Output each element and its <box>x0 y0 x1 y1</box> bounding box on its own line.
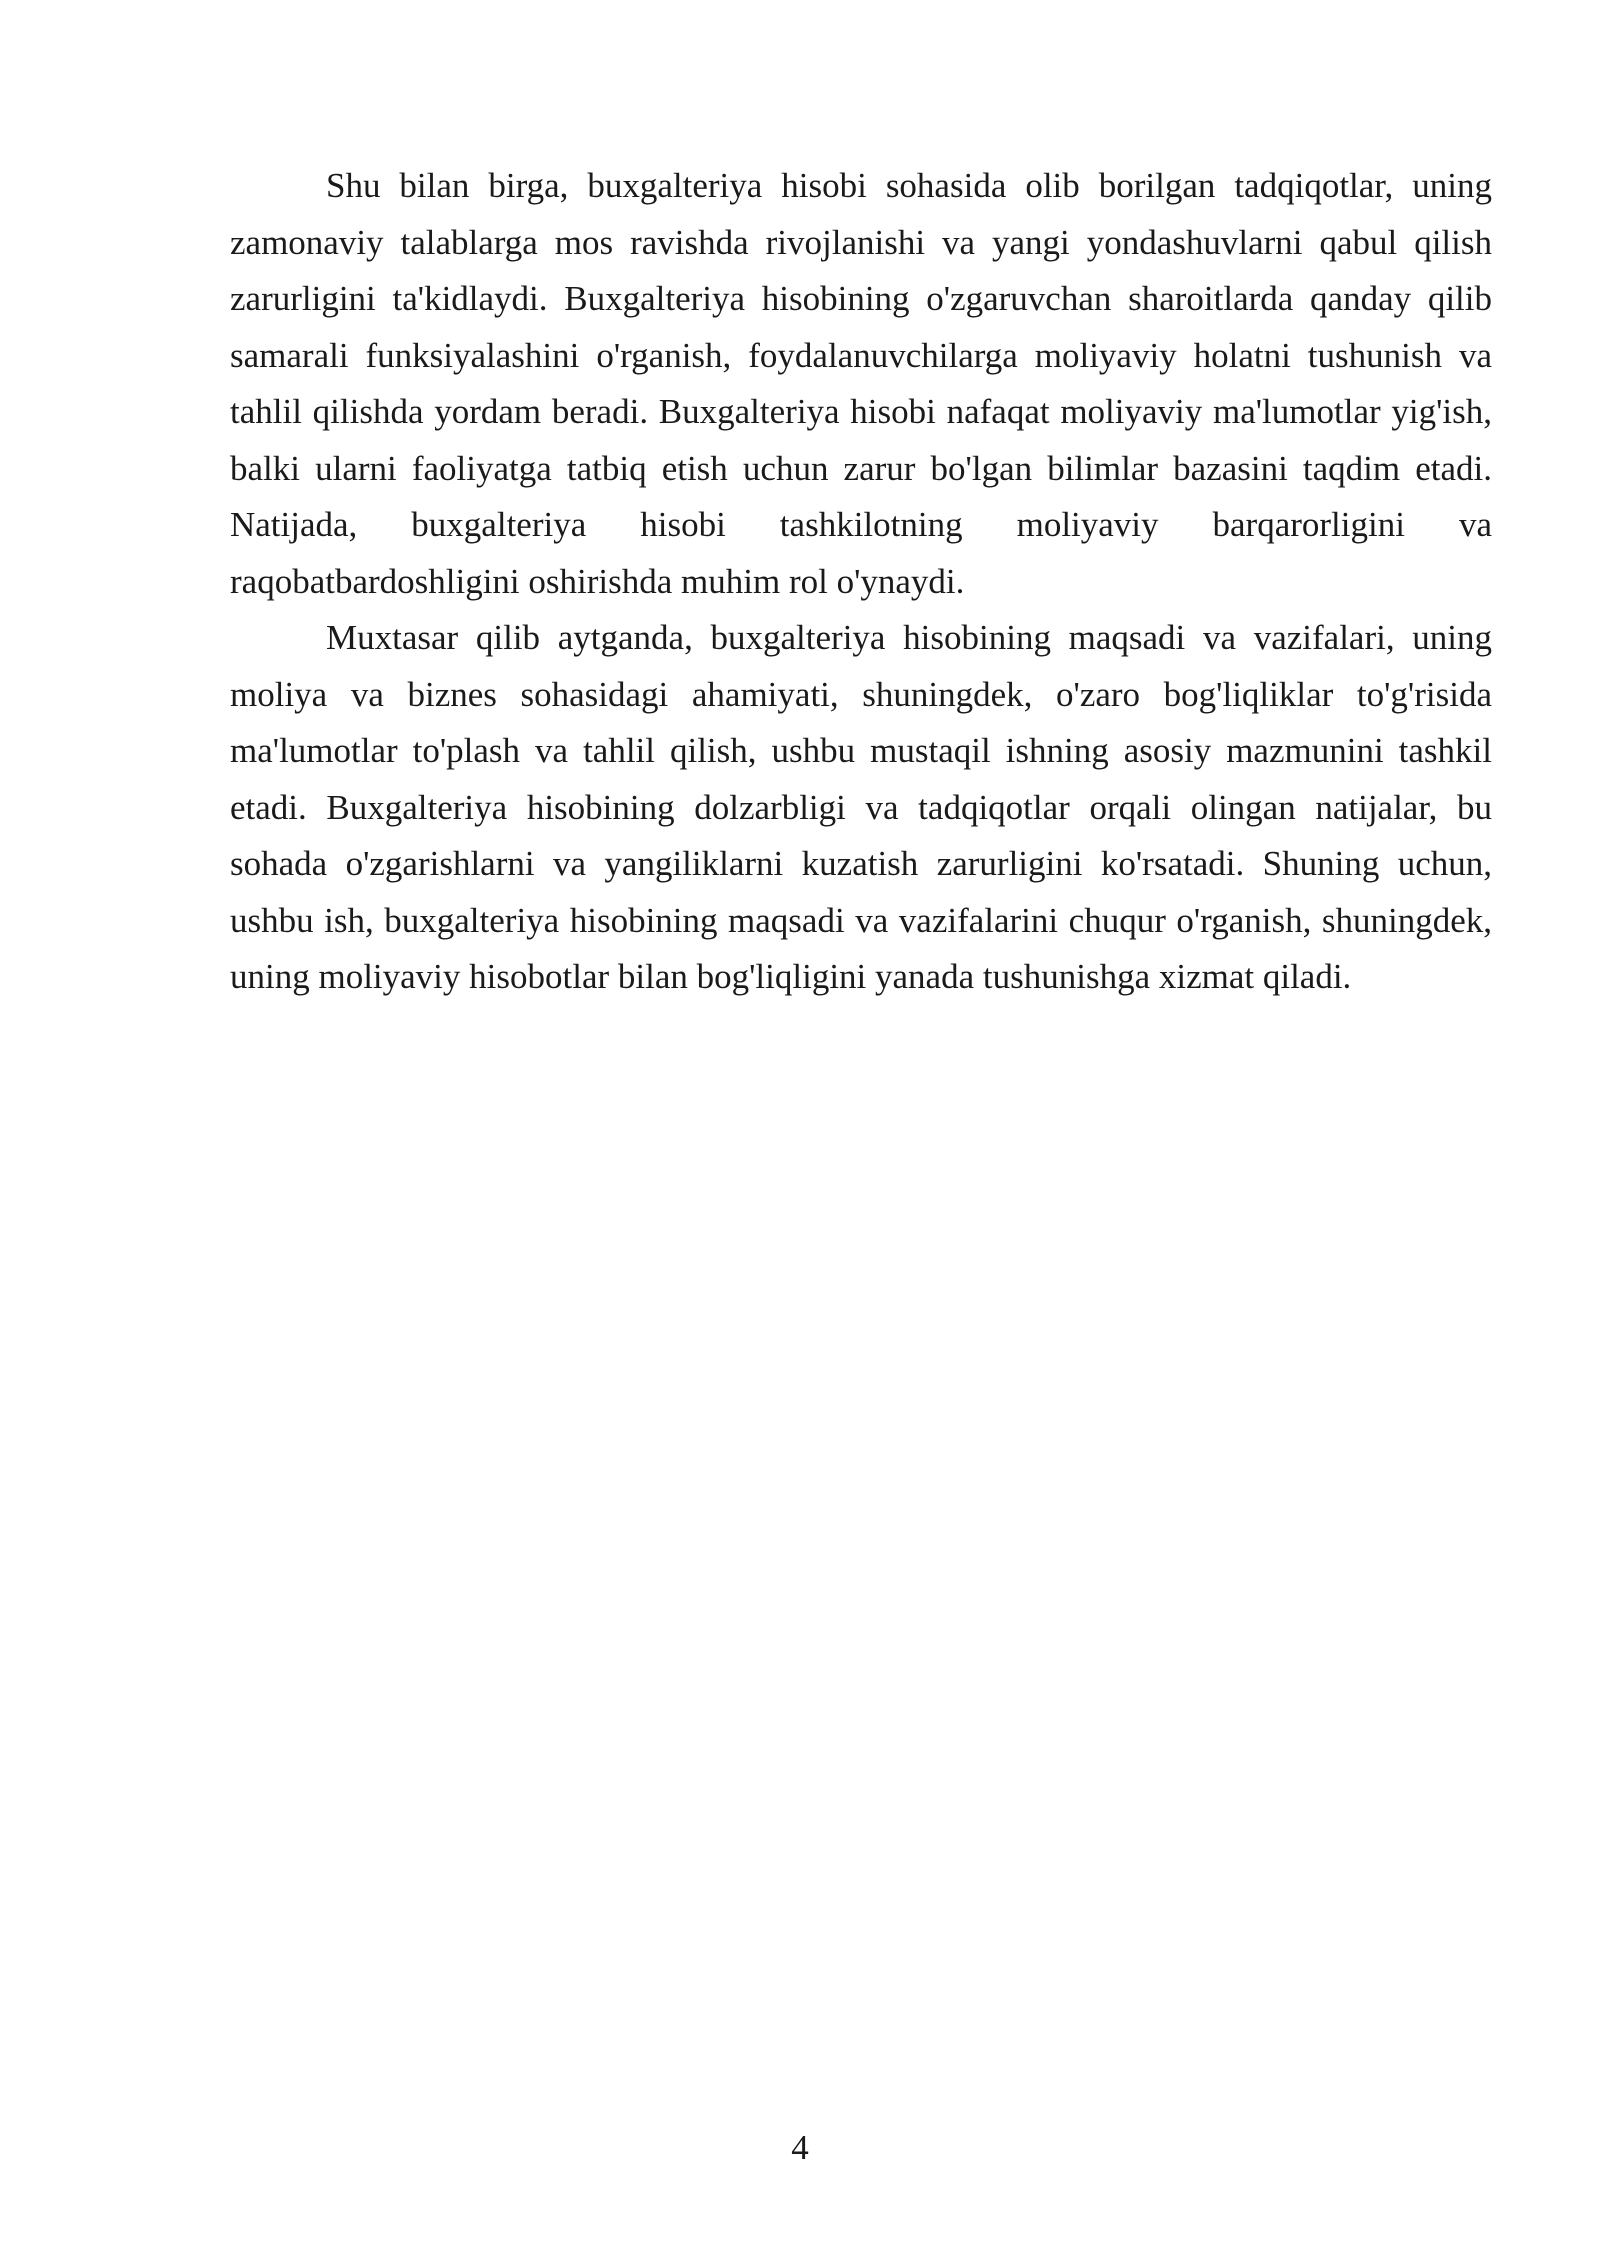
paragraph-1: Shu bilan birga, buxgalteriya hisobi sohasida olib borilgan tadqiqotlar, uning zamonaviy talablarga mos ravishda rivojlanishi va yangi yondashuvlarni qabul qilish zarurligini ta'kidlaydi. Buxgalteriya hisobining o'zgaruvchan sharoitlarda qanday qilib samarali funksiyalashini o'rganish, foydalanuvchilarga moliyaviy holatni tushunish va tahlil qilishda yordam beradi. Buxgalteriya hisobi nafaqat moliyaviy ma'lumotlar yig'ish, balki ularni faoliyatga tatbiq etish uchun zarur bo'lgan bilimlar bazasini taqdim etadi. Natijada, buxgalteriya hisobi tashkilotning moliyaviy barqarorligini va raqobatbardoshligini oshirishda muhim rol o'ynaydi. <box>230 166 1492 601</box>
paragraph-2: Muxtasar qilib aytganda, buxgalteriya hisobining maqsadi va vazifalari, uning moliya va biznes sohasidagi ahamiyati, shuningdek, o'zaro bog'liqliklar to'g'risida ma'lumotlar to'plash va tahlil qilish, ushbu mustaqil ishning asosiy mazmunini tashkil etadi. Buxgalteriya hisobining dolzarbligi va tadqiqotlar orqali olingan natijalar, bu sohada o'zgarishlarni va yangiliklarni kuzatish zarurligini ko'rsatadi. Shuning uchun, ushbu ish, buxgalteriya hisobining maqsadi va vazifalarini chuqur o'rganish, shuningdek, uning moliyaviy hisobotlar bilan bog'liqligini yanada tushunishga xizmat qiladi. <box>230 618 1492 996</box>
body-text <box>230 158 1492 1006</box>
page-number: 4 <box>791 2128 809 2167</box>
